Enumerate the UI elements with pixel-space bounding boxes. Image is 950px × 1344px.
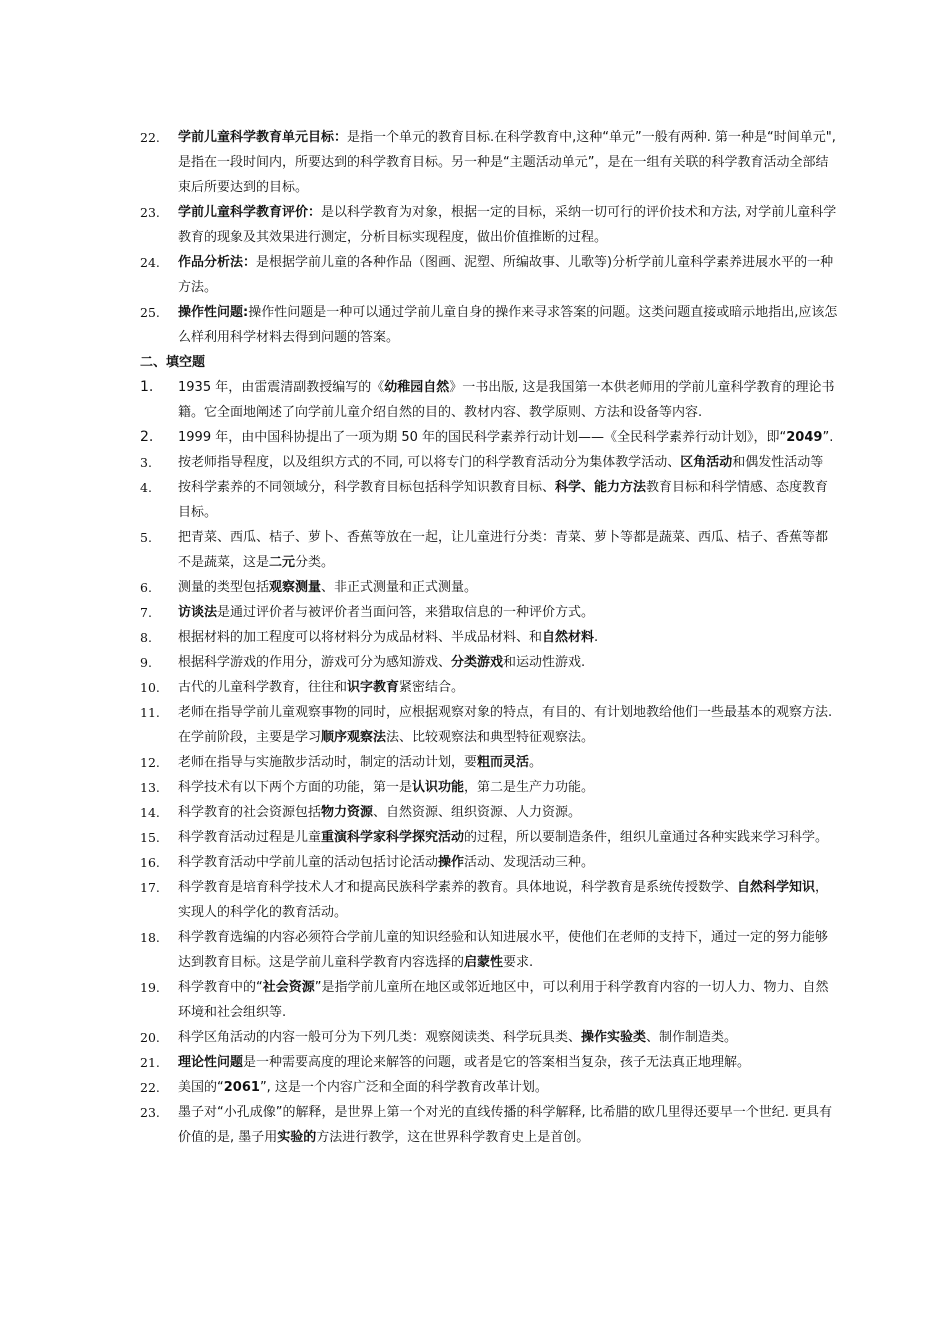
item-text — [178, 850, 840, 875]
fill-in-item — [140, 600, 840, 625]
item-number: 2. — [140, 429, 154, 445]
item-number: 25. — [140, 305, 160, 320]
text-run: ，第二是生产力功能。 — [464, 780, 595, 795]
answer-keyword: 作品分析法： — [178, 255, 257, 270]
fill-in-list — [140, 375, 840, 1150]
item-number: 22. — [140, 130, 160, 145]
text-run: 墨子对“小孔成像”的解释，是世界上第一个对光的直线传播的科学解释, 比希腊的欧几里得还要早一个世纪. 更具有价值的是, 墨子用 — [178, 1105, 832, 1145]
item-text — [178, 875, 840, 925]
text-run: 的过程，所以要制造条件，组织儿童通过各种实践来学习科学。 — [464, 830, 829, 845]
item-number: 11. — [140, 705, 160, 720]
item-text — [178, 1025, 840, 1050]
text-run: 紧密结合。 — [399, 680, 465, 695]
fill-in-item — [140, 825, 840, 850]
item-number: 21. — [140, 1055, 160, 1070]
fill-in-item — [140, 975, 840, 1025]
text-run: 是一种需要高度的理论来解答的问题，或者是它的答案相当复杂，孩子无法真正地理解。 — [243, 1055, 751, 1070]
item-text — [178, 200, 840, 250]
text-run: 1999 年，由中国科协提出了一项为期 50 年的国民科学素养行动计划——《全民科学素养行动计划》，即“ — [178, 430, 787, 445]
item-number: 17. — [140, 880, 160, 895]
text-run: 科学教育选编的内容必须符合学前儿童的知识经验和认知进展水平，使他们在老师的支持下，通过一定的努力能够达到教育目标。这是学前儿童科学教育内容选择的 — [178, 930, 829, 970]
item-number: 23. — [140, 1105, 160, 1120]
item-number: 4. — [140, 480, 152, 495]
item-text — [178, 250, 840, 300]
item-number: 9. — [140, 655, 152, 670]
answer-keyword: 操作实验类 — [581, 1030, 647, 1045]
fill-in-item — [140, 650, 840, 675]
text-run: . — [594, 630, 599, 645]
answer-keyword: 区角活动 — [680, 455, 733, 470]
text-run: 根据材料的加工程度可以将材料分为成品材料、半成品材料、和 — [178, 630, 543, 645]
text-run: 操作性问题是一种可以通过学前儿童自身的操作来寻求答案的问题。这类问题直接或暗示地指出,应该怎么样利用科学材料去得到问题的答案。 — [178, 305, 838, 345]
answer-keyword: 访谈法 — [178, 605, 218, 620]
text-run: 方法进行教学，这在世界科学教育史上是首创。 — [316, 1130, 590, 1145]
text-run: ”, 这是一个内容广泛和全面的科学教育改革计划。 — [259, 1080, 548, 1095]
item-text — [178, 1050, 840, 1075]
item-text — [178, 475, 840, 525]
item-text — [178, 375, 840, 425]
item-text — [178, 775, 840, 800]
text-run: 活动、发现活动三种。 — [464, 855, 595, 870]
item-number: 7. — [140, 605, 152, 620]
fill-in-item — [140, 925, 840, 975]
item-text — [178, 650, 840, 675]
item-number: 19. — [140, 980, 160, 995]
item-number: 20. — [140, 1030, 160, 1045]
answer-keyword: 学前儿童科学教育单元目标： — [178, 130, 348, 145]
item-text — [178, 825, 840, 850]
item-text — [178, 600, 840, 625]
item-text — [178, 425, 840, 450]
text-run: 按老师指导程度，以及组织方式的不同, 可以将专门的科学教育活动分为集体教学活动、 — [178, 455, 681, 470]
text-run: 要求. — [503, 955, 534, 970]
answer-keyword: 操作性问题: — [178, 305, 249, 320]
definition-item — [140, 300, 840, 350]
item-number: 23. — [140, 205, 160, 220]
item-number: 24. — [140, 255, 160, 270]
text-run: 是根据学前儿童的各种作品（图画、泥塑、所编故事、儿歌等)分析学前儿童科学素养进展水平的一种方法。 — [178, 255, 834, 295]
answer-keyword: 操作 — [438, 855, 465, 870]
answer-keyword: 粗而灵活 — [477, 755, 530, 770]
item-number: 22. — [140, 1080, 160, 1095]
definition-list — [140, 125, 840, 350]
item-text — [178, 925, 840, 975]
answer-keyword: 自然材料 — [542, 630, 595, 645]
text-run: 测量的类型包括 — [178, 580, 270, 595]
fill-in-item — [140, 850, 840, 875]
fill-in-item — [140, 525, 840, 575]
answer-keyword: 分类游戏 — [451, 655, 504, 670]
answer-keyword: 2061 — [223, 1080, 260, 1095]
text-run: 古代的儿童科学教育，往往和 — [178, 680, 348, 695]
fill-in-item — [140, 1050, 840, 1075]
fill-in-item — [140, 625, 840, 650]
item-number: 14. — [140, 805, 160, 820]
text-run: 老师在指导学前儿童观察事物的同时，应根据观察对象的特点，有目的、有计划地教给他们一些最基本的观察方法. 在学前阶段，主要是学习 — [178, 705, 833, 745]
fill-in-item — [140, 450, 840, 475]
answer-keyword: 社会资源 — [262, 980, 315, 995]
item-text — [178, 1100, 840, 1150]
answer-keyword: 顺序观察法 — [321, 730, 387, 745]
fill-in-item — [140, 800, 840, 825]
answer-keyword: 理论性问题 — [178, 1055, 244, 1070]
item-text — [178, 625, 840, 650]
answer-keyword: 认识功能 — [412, 780, 465, 795]
answer-keyword: 识字教育 — [347, 680, 400, 695]
item-text — [178, 1075, 840, 1100]
text-run: ”. — [822, 430, 834, 445]
item-number: 10. — [140, 680, 160, 695]
fill-in-item — [140, 1075, 840, 1100]
text-run: 、自然资源、组织资源、人力资源。 — [373, 805, 582, 820]
text-run: 根据科学游戏的作用分，游戏可分为感知游戏、 — [178, 655, 452, 670]
fill-in-item — [140, 675, 840, 700]
item-text — [178, 800, 840, 825]
fill-in-item — [140, 875, 840, 925]
text-run: 科学教育中的“ — [178, 980, 263, 995]
answer-keyword: 2049 — [786, 430, 823, 445]
answer-keyword: 二元 — [269, 555, 296, 570]
answer-keyword: 观察测量 — [269, 580, 322, 595]
text-run: 科学技术有以下两个方面的功能，第一是 — [178, 780, 413, 795]
item-text — [178, 750, 840, 775]
item-number: 13. — [140, 780, 160, 795]
item-number: 8. — [140, 630, 152, 645]
fill-in-item — [140, 700, 840, 750]
definition-item — [140, 125, 840, 200]
item-number: 3. — [140, 455, 152, 470]
text-run: 教育目标和科学情感、态度教育目标。 — [178, 480, 829, 520]
text-run: ，实现人的科学化的教育活动。 — [178, 880, 829, 920]
text-run: 分类。 — [295, 555, 335, 570]
text-run: 科学教育活动过程是儿童 — [178, 830, 322, 845]
text-run: 把青菜、西瓜、桔子、萝卜、香蕉等放在一起，让儿童进行分类：青菜、萝卜等都是蔬菜、西瓜、桔子、香蕉等都不是蔬菜，这是 — [178, 530, 829, 570]
item-text — [178, 525, 840, 575]
item-text — [178, 975, 840, 1025]
text-run: 和偶发性活动等 — [732, 455, 824, 470]
text-run: 法、比较观察法和典型特征观察法。 — [386, 730, 595, 745]
item-text — [178, 700, 840, 750]
fill-in-item — [140, 575, 840, 600]
answer-keyword: 物力资源 — [321, 805, 374, 820]
item-number: 1. — [140, 379, 154, 395]
text-run: ”是指学前儿童所在地区或邻近地区中，可以利用于科学教育内容的一切人力、物力、自然环境和社会组织等. — [178, 980, 829, 1020]
item-number: 15. — [140, 830, 160, 845]
text-run: 科学教育活动中学前儿童的活动包括讨论活动 — [178, 855, 439, 870]
item-text — [178, 300, 840, 350]
item-number: 12. — [140, 755, 160, 770]
text-run: 。 — [529, 755, 543, 770]
item-number: 16. — [140, 855, 160, 870]
text-run: 是以科学教育为对象，根据一定的目标，采纳一切可行的评价技术和方法, 对学前儿童科学教育的现象及其效果进行测定，分析目标实现程度，做出价值推断的过程。 — [178, 205, 837, 245]
text-run: 科学教育的社会资源包括 — [178, 805, 322, 820]
definition-item — [140, 200, 840, 250]
fill-in-item — [140, 750, 840, 775]
text-run: 科学教育是培育科学技术人才和提高民族科学素养的教育。具体地说，科学教育是系统传授数学、 — [178, 880, 738, 895]
answer-keyword: 学前儿童科学教育评价： — [178, 205, 322, 220]
fill-in-item — [140, 475, 840, 525]
item-text — [178, 450, 840, 475]
item-text — [178, 125, 840, 200]
section-heading: 二、填空题 — [140, 355, 206, 370]
text-run: 、非正式测量和正式测量。 — [321, 580, 478, 595]
answer-keyword: 自然科学知识 — [737, 880, 816, 895]
definition-item — [140, 250, 840, 300]
text-run: 科学区角活动的内容一般可分为下列几类：观察阅读类、科学玩具类、 — [178, 1030, 582, 1045]
fill-in-item — [140, 1100, 840, 1150]
answer-keyword: 重演科学家科学探究活动 — [321, 830, 465, 845]
document-content — [140, 125, 840, 1150]
item-number: 5. — [140, 530, 152, 545]
text-run: 、制作制造类。 — [646, 1030, 738, 1045]
answer-keyword: 启蒙性 — [464, 955, 504, 970]
text-run: 美国的“ — [178, 1080, 224, 1095]
item-number: 18. — [140, 930, 160, 945]
text-run: 是通过评价者与被评价者当面问答，来猎取信息的一种评价方式。 — [217, 605, 595, 620]
item-text — [178, 675, 840, 700]
text-run: 按科学素养的不同领域分，科学教育目标包括科学知识教育目标、 — [178, 480, 556, 495]
fill-in-item — [140, 1025, 840, 1050]
answer-keyword: 科学、能力方法 — [555, 480, 647, 495]
answer-keyword: 实验的 — [277, 1130, 317, 1145]
text-run: 和运动性游戏. — [503, 655, 586, 670]
item-text — [178, 575, 840, 600]
text-run: 是指一个单元的教育目标.在科学教育中,这种“单元”一般有两种. 第一种是“时间单元",是指在一段时间内，所要达到的科学教育目标。另一种是“主题活动单元”，是在一组有关联的科学教育活动全部结束后所要达到的目标。 — [178, 130, 836, 195]
fill-in-item — [140, 375, 840, 425]
text-run: 1935 年，由雷震清副教授编写的《 — [178, 380, 385, 395]
answer-keyword: 幼稚园自然 — [384, 380, 450, 395]
fill-in-item — [140, 775, 840, 800]
text-run: 老师在指导与实施散步活动时，制定的活动计划，要 — [178, 755, 478, 770]
item-number: 6. — [140, 580, 152, 595]
text-run: 》一书出版, 这是我国第一本供老师用的学前儿童科学教育的理论书籍。它全面地阐述了向学前儿童介绍自然的目的、教材内容、教学原则、方法和设备等内容. — [178, 380, 835, 420]
fill-in-item — [140, 425, 840, 450]
